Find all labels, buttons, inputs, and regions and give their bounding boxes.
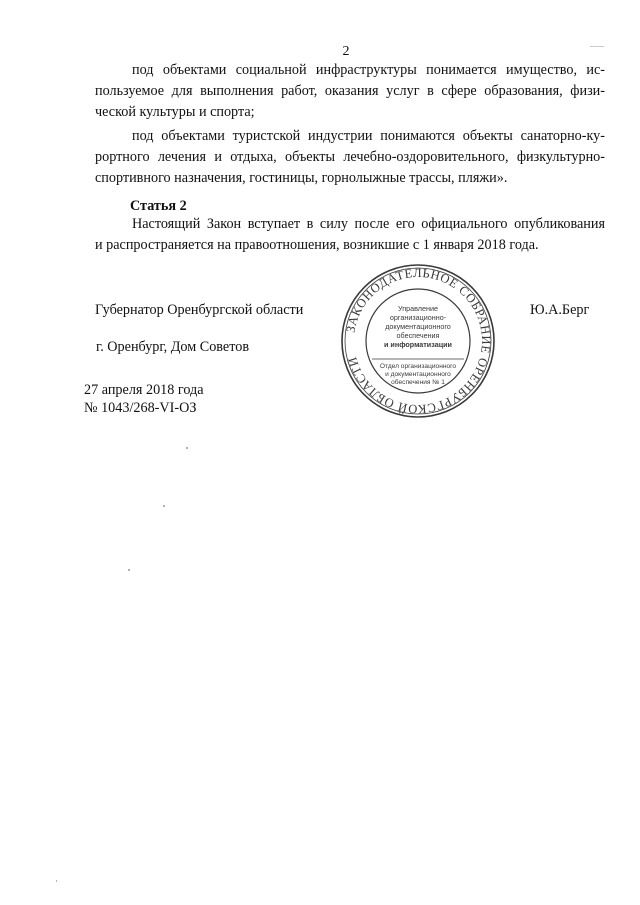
official-seal-stamp [338, 261, 498, 421]
text-line: и распространяется на правоотношения, возникшие с 1 января 2018 года. [95, 237, 539, 253]
seal-inner-line: и информатизации [384, 340, 452, 349]
scan-speck [128, 569, 130, 571]
seal-inner-line: обеспечения [396, 331, 440, 340]
seal-inner-line: Управление [398, 304, 438, 313]
document-date: 27 апреля 2018 года [84, 382, 204, 398]
signatory-name: Ю.А.Берг [530, 302, 590, 318]
seal-ring-text: ЗАКОНОДАТЕЛЬНОЕ СОБРАНИЕ ОРЕНБУРГСКОЙ ОБЛАСТИ [343, 265, 494, 417]
text-line: под объектами социальной инфраструктуры понимается имущество, ис- [132, 62, 605, 78]
text-line: пользуемое для выполнения работ, оказания услуг в сфере образования, физи- [95, 83, 605, 99]
scan-speck [590, 46, 604, 47]
article-heading: Статья 2 [130, 198, 187, 214]
page-number: 2 [342, 44, 350, 59]
text-line: Настоящий Закон вступает в силу после его официального опубликования [132, 216, 605, 232]
seal-inner-line: документационного [385, 322, 451, 331]
signatory-position: Губернатор Оренбургской области [95, 302, 304, 318]
scan-speck [186, 447, 188, 449]
text-line: рортного лечения и отдыха, объекты лечебно-оздоровительного, физкультурно- [95, 149, 605, 165]
place-of-signing: г. Оренбург, Дом Советов [96, 339, 250, 355]
text-line: спортивного назначения, гостиницы, горнолыжные трассы, пляжи». [95, 170, 508, 186]
scan-speck [56, 880, 57, 882]
document-number: № 1043/268-VI-ОЗ [84, 400, 197, 416]
seal-lower-line: обеспечения № 1 [391, 379, 445, 386]
date-and-number [84, 381, 204, 417]
scan-speck [163, 505, 165, 507]
paragraph-tourism-industry [95, 126, 605, 189]
seal-lower-line: Отдел организационного [379, 363, 457, 370]
seal-lower-line: и документационного [385, 371, 451, 378]
text-line: под объектами туристской индустрии понимаются объекты санаторно-ку- [132, 128, 605, 144]
paragraph-social-infrastructure [95, 60, 605, 123]
paragraph-entry-into-force [95, 214, 605, 256]
text-line: ческой культуры и спорта; [95, 104, 255, 120]
seal-inner-line: организационно- [389, 313, 447, 322]
